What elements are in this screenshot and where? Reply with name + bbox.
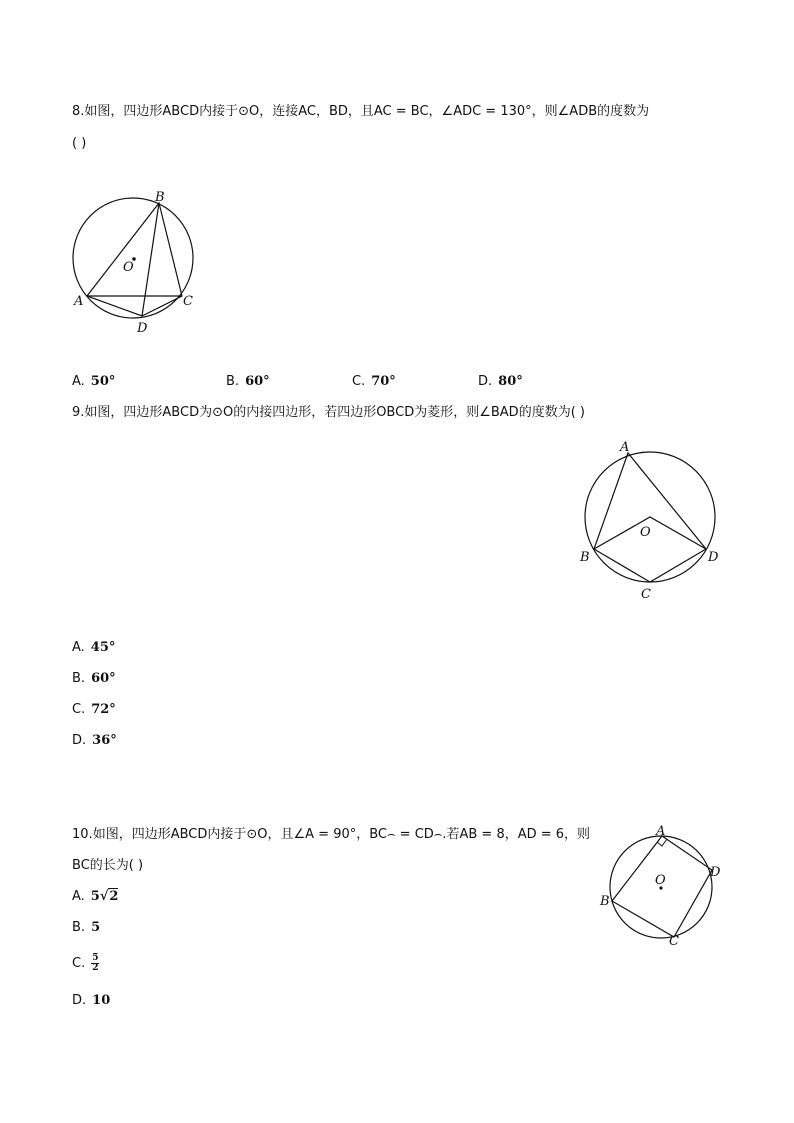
q8-figure xyxy=(60,185,210,340)
q8-number: 8. xyxy=(72,104,85,119)
q10-stem-line2: BC的长为( ) xyxy=(72,858,144,873)
q9-option-d[interactable]: D. 36° xyxy=(72,733,117,748)
q10-stem-line1 xyxy=(72,826,590,844)
q8-option-c[interactable]: C. 70° xyxy=(352,374,396,389)
q9-label-o: O xyxy=(640,525,651,540)
q9-label-d: D xyxy=(708,550,719,565)
q8-option-d[interactable]: D. 80° xyxy=(478,374,523,389)
q8-label-o: O xyxy=(123,260,134,275)
q9-option-b[interactable]: B. 60° xyxy=(72,671,116,686)
q10-option-b[interactable]: B. 5 xyxy=(72,920,101,935)
q9-figure xyxy=(575,435,725,605)
q9-stem-line1 xyxy=(72,404,585,422)
q10-label-d: D xyxy=(710,865,721,880)
q9-number: 9. xyxy=(72,405,85,420)
q9-stem-text: 如图，四边形ABCD为⊙O的内接四边形，若四边形OBCD为菱形，则∠BAD的度数为( ) xyxy=(84,405,585,420)
q10-label-o: O xyxy=(655,873,666,888)
q8-diagonal-bd xyxy=(142,203,159,316)
q8-stem-text: 如图，四边形ABCD内接于⊙O，连接AC，BD，且AC = BC，∠ADC = 130°，则∠ADB的度数为 xyxy=(84,104,650,119)
q8-label-a: A xyxy=(74,294,84,309)
q8-label-b: B xyxy=(155,190,165,205)
q10-number: 10. xyxy=(72,827,93,842)
q9-label-b: B xyxy=(580,550,590,565)
q8-label-c: C xyxy=(183,294,193,309)
q10-label-c: C xyxy=(669,934,679,949)
q10-stem-text: 如图，四边形ABCD内接于⊙O，且∠A = 90°，BC⌢ = CD⌢.若AB = 8，AD = 6，则 xyxy=(92,827,591,842)
q10-figure xyxy=(595,822,730,952)
q9-label-a: A xyxy=(620,440,630,455)
q10-label-b: B xyxy=(600,894,610,909)
q9-label-c: C xyxy=(641,587,651,602)
q8-answer-blank: ( ) xyxy=(72,136,87,151)
q8-option-b[interactable]: B. 60° xyxy=(226,374,270,389)
q8-stem-line1 xyxy=(72,103,649,121)
q10-label-a: A xyxy=(656,824,666,839)
q10-option-c[interactable]: C. $\frac{5}{2}$ xyxy=(72,953,99,973)
q9-option-c[interactable]: C. 72° xyxy=(72,702,116,717)
q10-option-d[interactable]: D. 10 xyxy=(72,993,111,1008)
q9-option-a[interactable]: A. 45° xyxy=(72,640,116,655)
q10-option-c-fraction: $\frac{5}{2}$ xyxy=(92,953,99,973)
q8-option-a[interactable]: A. 50° xyxy=(72,374,116,389)
q10-option-a[interactable]: A. 5√2 xyxy=(72,889,119,904)
q10-option-a-sqrt: 5√2 xyxy=(90,889,119,904)
q8-label-d: D xyxy=(137,321,148,336)
